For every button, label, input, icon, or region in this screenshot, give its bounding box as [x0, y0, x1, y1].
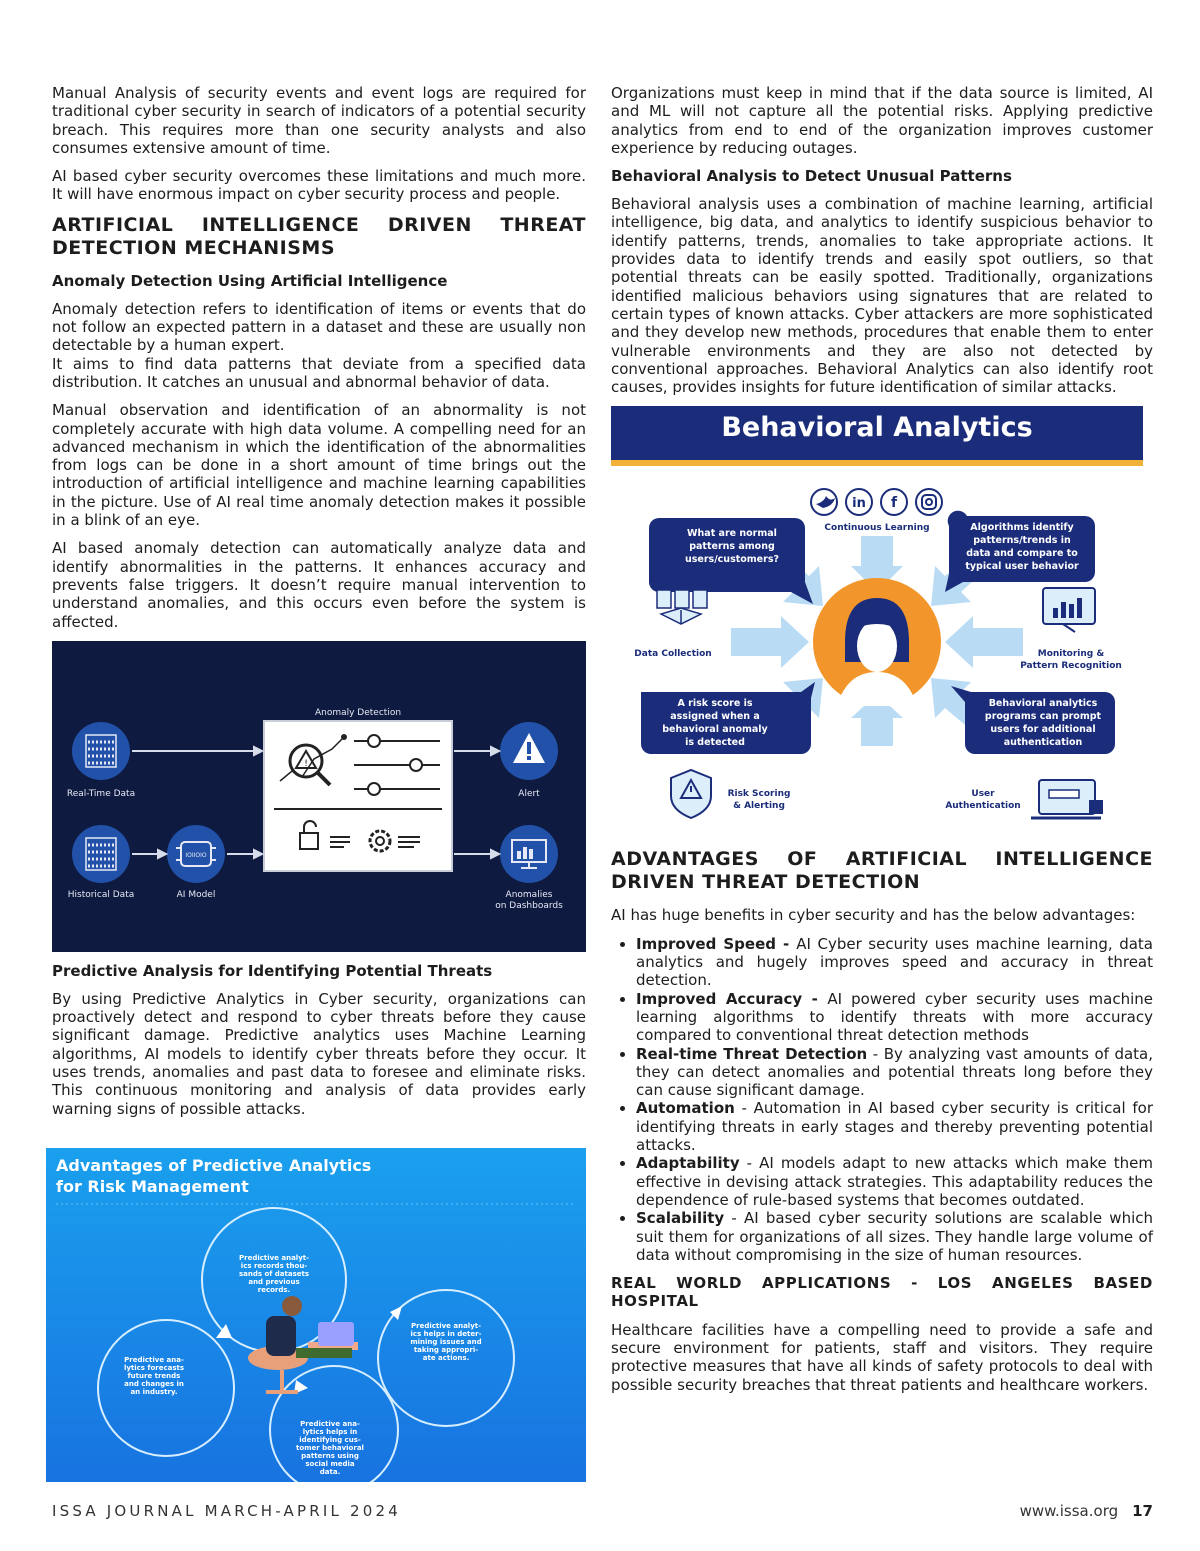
svg-text:typical user behavior: typical user behavior	[965, 561, 1079, 573]
svg-text:lytics forecasts: lytics forecasts	[123, 1364, 185, 1372]
svg-text:identifying cus-: identifying cus-	[299, 1436, 361, 1444]
svg-text:is detected: is detected	[685, 737, 745, 749]
user-auth-label-2: Authentication	[945, 801, 1021, 812]
svg-text:future trends: future trends	[127, 1372, 181, 1380]
svg-text:behavioral anomaly: behavioral anomaly	[662, 724, 768, 736]
predictive-title-1: Advantages of Predictive Analytics	[56, 1156, 372, 1175]
list-item: • Improved Accuracy - AI powered cyber security uses machine learning algorithms to identify threats with more accuracy compared to conventional threat detection methods	[636, 990, 1153, 1045]
svg-text:!: !	[304, 758, 308, 769]
left-column	[52, 84, 586, 1128]
real-world-paragraph: Healthcare facilities have a compelling need to provide a safe and secure environment for patients, staff and visitors. They require protective measures that have all kinds of safety protocols to deal with possible security breaches that threat patients and healthcare workers.	[611, 1320, 1153, 1394]
website-link[interactable]: www.issa.org	[1019, 1502, 1119, 1520]
svg-text:patterns using: patterns using	[301, 1452, 359, 1460]
bubble-top-right	[945, 511, 1095, 592]
advantages-heading: ADVANTAGES OF ARTIFICIAL INTELLIGENCE DRIVEN THREAT DETECTION	[611, 848, 1153, 894]
svg-text:ics records thou-: ics records thou-	[240, 1262, 308, 1270]
svg-text:an industry.: an industry.	[130, 1388, 178, 1396]
anomaly-paragraph-3: AI based anomaly detection can automatically analyze data and identify abnormalities in the patterns. It enhances accuracy and prevents false triggers. It doesn’t require manual intervention to understand anomalies, and this occurs even before the system is affected.	[52, 539, 586, 631]
svg-text:What are normal: What are normal	[687, 528, 777, 540]
user-auth-label-1: User	[971, 789, 995, 800]
svg-text:patterns/trends in: patterns/trends in	[973, 535, 1071, 547]
footer-right	[1020, 1502, 1153, 1520]
laptop-lock-icon	[1031, 780, 1103, 818]
anomaly-paragraph-1b: It aims to find data patterns that deviate from a specified data distribution. It catches an unusual and abnormal behavior of data.	[52, 354, 586, 391]
svg-text:users/customers?: users/customers?	[685, 554, 779, 566]
advantages-list	[611, 935, 1153, 1264]
right-column	[611, 84, 1153, 1404]
behavioral-figure-title: Behavioral Analytics	[721, 412, 1033, 444]
data-collection-label: Data Collection	[634, 649, 712, 660]
svg-text:sands of datasets: sands of datasets	[238, 1270, 310, 1278]
svg-text:lytics helps in: lytics helps in	[302, 1428, 358, 1436]
bubble-bottom-left	[641, 682, 815, 754]
list-item: • Adaptability - AI models adapt to new attacks which make them effective in devising attack strategies. This adaptability reduces the dependence of rule-based systems that becomes outdated.	[636, 1154, 1153, 1209]
svg-text:social media: social media	[305, 1460, 355, 1468]
dashboard-label-2: on Dashboards	[495, 900, 563, 911]
anomaly-title: Anomaly Detection	[314, 707, 402, 718]
anomaly-paragraph-1	[52, 300, 586, 391]
svg-text:ics helps in deter-: ics helps in deter-	[410, 1330, 482, 1338]
realtime-data-label: Real-Time Data	[66, 788, 136, 799]
svg-text:IOIIOIO: IOIIOIO	[185, 851, 207, 859]
anomaly-panel	[264, 721, 452, 871]
svg-text:assigned when a: assigned when a	[670, 711, 760, 723]
svg-text:mining issues and: mining issues and	[410, 1338, 482, 1346]
list-item: • Real-time Threat Detection - By analyzing vast amounts of data, they can detect anomalies and potential threats long before they can cause significant damage.	[636, 1045, 1153, 1100]
journal-footer: ISSA JOURNAL MARCH-APRIL 2024	[52, 1502, 401, 1520]
bubble-top-left	[649, 518, 813, 604]
svg-text:records.: records.	[257, 1286, 291, 1294]
anomaly-paragraph-2: Manual observation and identification of an abnormality is not completely accurate with high data volume. A compelling need for an advanced mechanism in which the identification of the abnormalities from logs can be done in a short amount of time brings out the introduction of artificial intelligence and machine learning capabilities in the picture. Use of AI real time anomaly detection makes it possible in a blink of an eye.	[52, 401, 586, 530]
monitoring-label-1: Monitoring &	[1037, 649, 1105, 660]
ai-model-label: AI Model	[176, 889, 216, 900]
predictive-title-2: for Risk Management	[56, 1177, 249, 1196]
svg-text:Behavioral analytics: Behavioral analytics	[988, 698, 1098, 710]
section-heading-threat-detection: ARTIFICIAL INTELLIGENCE DRIVEN THREAT DETECTION MECHANISMS	[52, 213, 586, 259]
svg-text:ate actions.: ate actions.	[422, 1354, 470, 1362]
svg-text:tomer behavioral: tomer behavioral	[296, 1444, 364, 1452]
behavioral-analysis-heading: Behavioral Analysis to Detect Unusual Patterns	[611, 167, 1012, 186]
historical-data-label: Historical Data	[67, 889, 135, 900]
risk-scoring-icon	[671, 770, 711, 818]
anomaly-detection-figure	[52, 641, 586, 952]
predictive-left-text	[124, 1356, 184, 1396]
svg-text:data.: data.	[319, 1468, 341, 1476]
svg-text:and previous: and previous	[248, 1278, 300, 1286]
svg-text:A risk score is: A risk score is	[677, 698, 753, 710]
svg-text:Algorithms identify: Algorithms identify	[970, 522, 1074, 534]
predictive-analytics-figure	[46, 1148, 586, 1482]
anomaly-detection-heading: Anomaly Detection Using Artificial Intelligence	[52, 271, 448, 290]
alert-label: Alert	[518, 788, 540, 799]
list-item: • Automation - Automation in AI based cyber security is critical for identifying threats in early stages and thereby preventing potential attacks.	[636, 1099, 1153, 1154]
svg-text:and changes in: and changes in	[124, 1380, 184, 1388]
predictive-paragraph: By using Predictive Analytics in Cyber security, organizations can proactively detect and respond to cyber threats before they cause significant damage. Predictive analytics uses Machine Learning algorithms, AI models to identify cyber threats before they occur. It uses trends, anomalies and past data to foresee and eliminate risks. This continuous monitoring and analysis of data provides early warning signs of possible attacks.	[52, 989, 586, 1118]
monitoring-label-2: Pattern Recognition	[1020, 661, 1122, 672]
real-world-heading: REAL WORLD APPLICATIONS - LOS ANGELES BASED HOSPITAL	[611, 1274, 1153, 1311]
anomaly-paragraph-1a: Anomaly detection refers to identification of items or events that do not follow an expected pattern in a dataset and these are usually non detectable by a human expert.	[52, 299, 586, 355]
predictive-analysis-heading: Predictive Analysis for Identifying Potential Threats	[52, 961, 493, 980]
realtime-data-node	[72, 722, 130, 780]
historical-data-node	[72, 825, 130, 883]
bubble-bottom-right	[951, 686, 1115, 754]
facebook-icon: f	[890, 495, 898, 512]
risk-scoring-label-2: & Alerting	[733, 801, 785, 812]
svg-text:programs can prompt: programs can prompt	[984, 711, 1102, 723]
list-item: • Scalability - AI based cyber security solutions are scalable which suit them for organizations of all sizes. They handle large volume of data without compromising in the size of human resources.	[636, 1209, 1153, 1264]
dashboard-label-1: Anomalies	[505, 889, 553, 900]
continuous-learning-label: Continuous Learning	[824, 523, 930, 534]
intro-paragraph-1: Manual Analysis of security events and event logs are required for traditional cyber security in search of indicators of a potential security breach. This requires more than one security analysts and also consumes extensive amount of time.	[52, 84, 586, 157]
predictive-bottom-text	[296, 1420, 364, 1476]
svg-text:Predictive analyt-: Predictive analyt-	[238, 1254, 310, 1262]
behavioral-paragraph: Behavioral analysis uses a combination of machine learning, artificial intelligence, big data, and analytics to identify suspicious behavior to identify patterns, trends, anomalies to take appropriate actions. It provides data to identify trends and easily spot outliers, so that potential threats can be easily spotted. Traditionally, organizations identified malicious behaviors using signatures that are related to certain types of known attacks. Cyber attackers are more sophisticated and they develop new methods, procedures that enable them to enter vulnerable environments and they are also not detected by conventional approaches. Behavioral Analytics can also identify root causes, provides insights for future identification of similar attacks.	[611, 195, 1153, 397]
behavioral-analytics-figure	[611, 406, 1143, 834]
intro-paragraph-2: AI based cyber security overcomes these limitations and much more. It will have enormous impact on cyber security process and people.	[52, 167, 586, 204]
risk-scoring-label-1: Risk Scoring	[727, 789, 791, 800]
linkedin-icon: in	[852, 496, 866, 512]
svg-text:Predictive analyt-: Predictive analyt-	[410, 1322, 482, 1330]
page-number: 17	[1132, 1502, 1153, 1520]
svg-text:Predictive ana-: Predictive ana-	[300, 1420, 360, 1428]
svg-text:patterns among: patterns among	[689, 541, 775, 553]
svg-text:taking appropri-: taking appropri-	[413, 1346, 479, 1354]
right-intro-paragraph: Organizations must keep in mind that if the data source is limited, AI and ML will not capture all the potential risks. Applying predictive analytics from end to end of the organization improves customer experience by reducing outages.	[611, 84, 1153, 157]
list-item: • Improved Speed - AI Cyber security uses machine learning, data analytics and hugely improves speed and accuracy in threat detection.	[636, 935, 1153, 990]
svg-text:users for additional: users for additional	[990, 724, 1096, 736]
svg-text:authentication: authentication	[1003, 737, 1083, 749]
svg-text:data and compare to: data and compare to	[966, 548, 1078, 560]
svg-text:Predictive ana-: Predictive ana-	[124, 1356, 184, 1364]
advantages-intro: AI has huge benefits in cyber security and has the below advantages:	[611, 906, 1136, 925]
